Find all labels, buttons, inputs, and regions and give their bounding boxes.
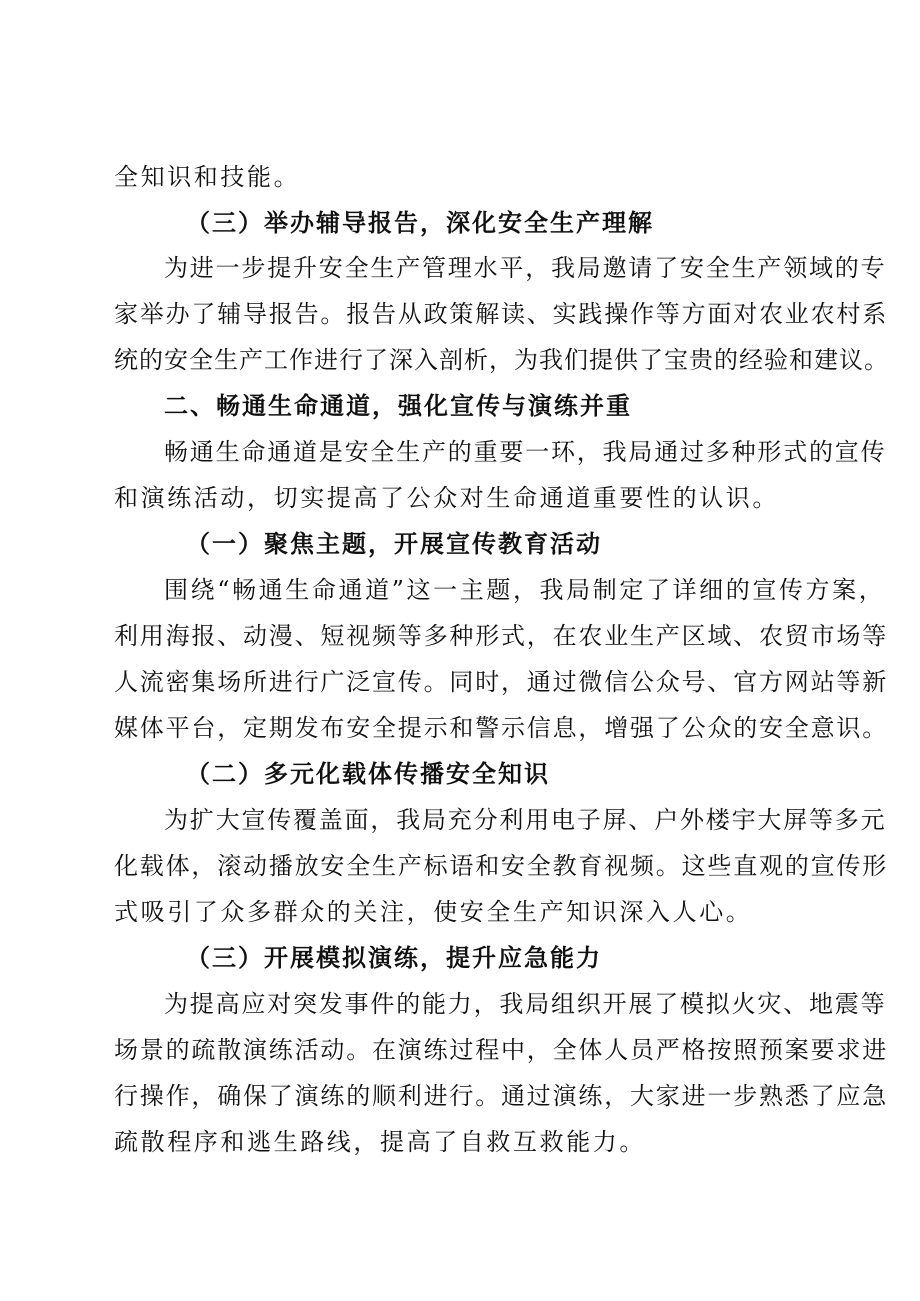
paragraph-line: 和演练活动，切实提高了公众对生命通道重要性的认识。 (114, 484, 779, 512)
paragraph-line: 为进一步提升安全生产管理水平，我局邀请了安全生产领域的专 (164, 254, 887, 282)
paragraph-line: 行操作，确保了演练的顺利进行。通过演练，大家进一步熟悉了应急 (114, 1082, 888, 1110)
paragraph-line: 畅通生命通道是安全生产的重要一环，我局通过多种形式的宣传 (164, 438, 887, 466)
paragraph-line: 为扩大宣传覆盖面，我局充分利用电子屏、户外楼宇大屏等多元 (164, 806, 887, 834)
subsection-heading: （一）聚焦主题，开展宣传教育活动 (186, 529, 602, 558)
paragraph-line: 围绕“畅通生命通道”这一主题，我局制定了详细的宣传方案， (164, 576, 886, 604)
subsection-heading: （二）多元化载体传播安全知识 (186, 759, 550, 788)
paragraph-line: 式吸引了众多群众的关注，使安全生产知识深入人心。 (114, 898, 753, 926)
paragraph-line: 全知识和技能。 (114, 163, 301, 191)
paragraph-line: 人流密集场所进行广泛宣传。同时，通过微信公众号、官方网站等新 (114, 668, 888, 696)
paragraph-line: 场景的疏散演练活动。在演练过程中，全体人员严格按照预案要求进 (114, 1036, 888, 1064)
subsection-heading: （三）举办辅导报告，深化安全生产理解 (186, 208, 654, 237)
paragraph-line: 疏散程序和逃生路线，提高了自救互救能力。 (114, 1128, 646, 1156)
paragraph-line: 为提高应对突发事件的能力，我局组织开展了模拟火灾、地震等 (164, 990, 887, 1018)
paragraph-line: 统的安全生产工作进行了深入剖析，为我们提供了宝贵的经验和建议。 (114, 346, 889, 374)
subsection-heading: （三）开展模拟演练，提升应急能力 (186, 943, 602, 972)
paragraph-line: 媒体平台，定期发布安全提示和警示信息，增强了公众的安全意识。 (114, 714, 888, 742)
paragraph-line: 家举办了辅导报告。报告从政策解读、实践操作等方面对农业农村系 (114, 300, 888, 328)
paragraph-line: 化载体，滚动播放安全生产标语和安全教育视频。这些直观的宣传形 (114, 852, 888, 880)
section-heading: 二、畅通生命通道，强化宣传与演练并重 (164, 391, 632, 420)
paragraph-line: 利用海报、动漫、短视频等多种形式，在农业生产区域、农贸市场等 (114, 622, 888, 650)
